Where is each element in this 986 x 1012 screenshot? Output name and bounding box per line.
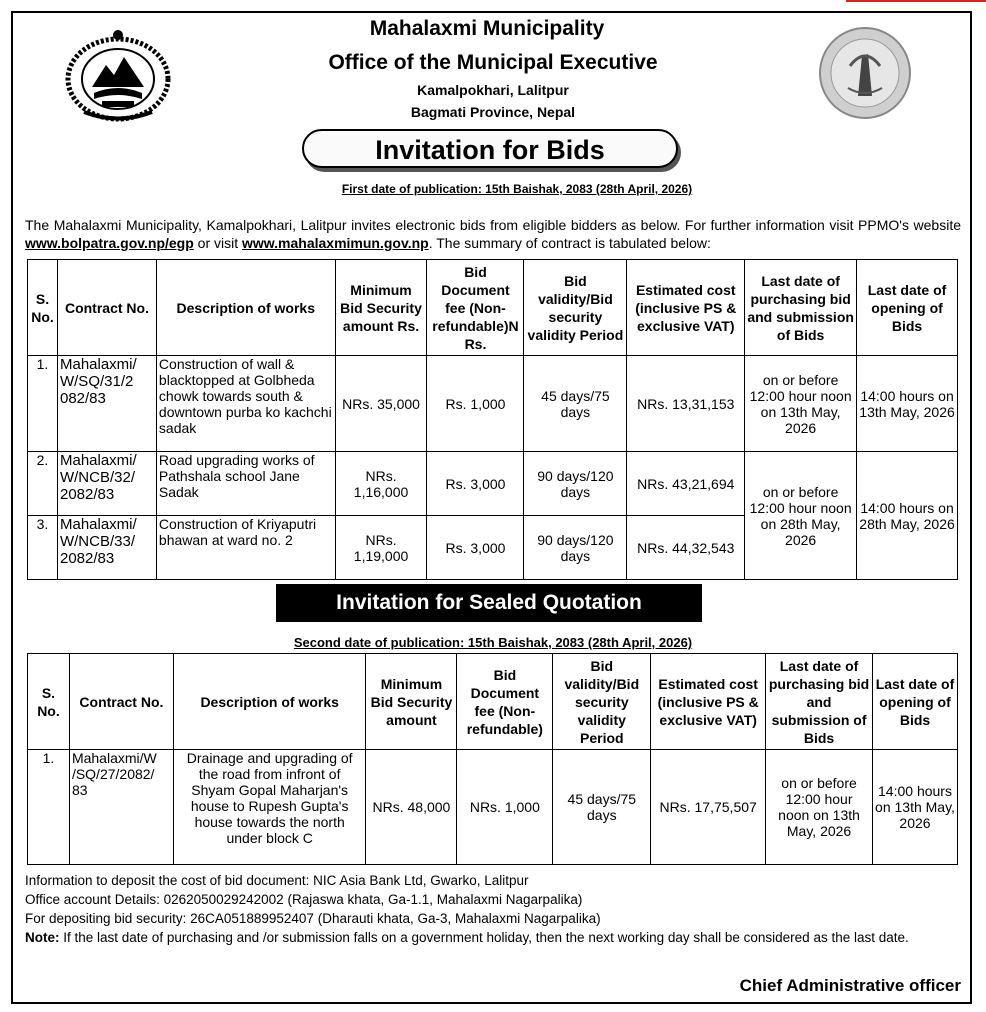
serial-no: 2. <box>28 452 58 516</box>
bid-security: NRs. 48,000 <box>366 750 457 865</box>
security-account: For depositing bid security: 26CA051889952407 (Dharauti khata, Ga-3, Mahalaxmi Nagarpalika) <box>25 911 601 926</box>
table-row <box>28 356 958 452</box>
estimated-cost: NRs. 44,32,543 <box>627 516 745 580</box>
work-description: Road upgrading works of Pathshala school Jane Sadak <box>156 452 335 516</box>
estimated-cost: NRs. 17,75,507 <box>651 750 766 865</box>
col-header: Minimum Bid Security amount Rs. <box>335 260 427 356</box>
bid-security: NRs. 1,16,000 <box>335 452 427 516</box>
col-header: Estimated cost (inclusive PS & exclusive VAT) <box>651 654 766 750</box>
col-header: Contract No. <box>69 654 173 750</box>
opening-date: 14:00 hours on 13th May, 2026 <box>857 356 958 452</box>
bid-security: NRs. 1,19,000 <box>335 516 427 580</box>
opening-date: 14:00 hours on 13th May, 2026 <box>873 750 958 865</box>
document-fee: Rs. 3,000 <box>427 452 524 516</box>
col-header: S. No. <box>28 260 58 356</box>
document-fee: Rs. 3,000 <box>427 516 524 580</box>
document-fee: NRs. 1,000 <box>457 750 553 865</box>
col-header: S. No. <box>28 654 70 750</box>
col-header: Bid validity/Bid security validity Period <box>524 260 627 356</box>
table-row <box>28 452 958 516</box>
bids-table <box>27 259 958 580</box>
intro-text-3: . The summary of contract is tabulated below: <box>428 235 711 251</box>
quotation-table <box>27 653 958 865</box>
intro-text-1: The Mahalaxmi Municipality, Kamalpokhari, Lalitpur invites electronic bids from eligible bidders as below. For further information visit PPMO's website <box>25 217 961 233</box>
note-label: Note: <box>25 930 60 945</box>
col-header: Contract No. <box>57 260 156 356</box>
opening-date: 14:00 hours on 28th May, 2026 <box>857 452 958 580</box>
intro-text-2: or visit <box>193 235 243 251</box>
municipality-website-link[interactable]: www.mahalaxmimun.gov.np <box>242 235 429 251</box>
top-accent-line <box>846 0 986 2</box>
address-line-2: Bagmati Province, Nepal <box>410 104 576 120</box>
serial-no: 1. <box>28 356 58 452</box>
col-header: Last date of purchasing bid and submission of Bids <box>745 260 857 356</box>
estimated-cost: NRs. 13,31,153 <box>627 356 745 452</box>
sealed-quotation-title: Invitation for Sealed Quotation <box>276 584 702 622</box>
contract-no: Mahalaxmi/ W/NCB/33/ 2082/83 <box>57 516 156 580</box>
first-publication-date: First date of publication: 15th Baishak, 2083 (28th April, 2026) <box>341 182 693 196</box>
address-line-1: Kamalpokhari, Lalitpur <box>417 82 569 98</box>
col-header: Minimum Bid Security amount <box>366 654 457 750</box>
office-name: Office of the Municipal Executive <box>328 51 658 74</box>
contract-no: Mahalaxmi/W /SQ/27/2082/ 83 <box>69 750 173 865</box>
col-header: Description of works <box>173 654 366 750</box>
work-description: Construction of wall & blacktopped at Golbheda chowk towards south & downtown purba ko kachchi sadak <box>156 356 335 452</box>
estimated-cost: NRs. 43,21,694 <box>627 452 745 516</box>
note-text: If the last date of purchasing and /or submission falls on a government holiday, then the next working day shall be considered as the last date. <box>59 930 909 945</box>
signatory: Chief Administrative officer <box>739 976 961 995</box>
invitation-for-bids-title: Invitation for Bids <box>302 129 678 168</box>
second-publication-date: Second date of publication: 15th Baishak, 2083 (28th April, 2026) <box>293 635 693 650</box>
col-header: Last date of opening of Bids <box>873 654 958 750</box>
col-header: Description of works <box>156 260 335 356</box>
document-fee: Rs. 1,000 <box>427 356 524 452</box>
col-header: Last date of opening of Bids <box>857 260 958 356</box>
bid-security: NRs. 35,000 <box>335 356 427 452</box>
serial-no: 1. <box>28 750 70 865</box>
col-header: Bid Document fee (Non-refundable) <box>457 654 553 750</box>
office-account: Office account Details: 0262050029242002 (Rajaswa khata, Ga-1.1, Mahalaxmi Nagarpalika) <box>25 892 583 907</box>
bolpatra-link[interactable]: www.bolpatra.gov.np/egp <box>25 235 194 251</box>
validity-period: 90 days/120 days <box>524 452 627 516</box>
contract-no: Mahalaxmi/ W/SQ/31/2 082/83 <box>57 356 156 452</box>
col-header: Estimated cost (inclusive PS & exclusive VAT) <box>627 260 745 356</box>
col-header: Last date of purchasing bid and submission of Bids <box>766 654 873 750</box>
contract-no: Mahalaxmi/ W/NCB/32/ 2082/83 <box>57 452 156 516</box>
table-row <box>28 750 958 865</box>
table-header-row <box>28 260 958 356</box>
submission-deadline: on or before 12:00 hour noon on 13th May, 2026 <box>745 356 857 452</box>
col-header: Bid validity/Bid security validity Period <box>553 654 651 750</box>
submission-deadline: on or before 12:00 hour noon on 13th May, 2026 <box>766 750 873 865</box>
submission-deadline: on or before 12:00 hour noon on 28th May, 2026 <box>745 452 857 580</box>
work-description: Construction of Kriyaputri bhawan at ward no. 2 <box>156 516 335 580</box>
municipality-name: Mahalaxmi Municipality <box>369 17 605 40</box>
col-header: Bid Document fee (Non-refundable)N Rs. <box>427 260 524 356</box>
bank-info: Information to deposit the cost of bid document: NIC Asia Bank Ltd, Gwarko, Lalitpur <box>25 873 529 888</box>
work-description: Drainage and upgrading of the road from infront of Shyam Gopal Maharjan's house to Rupesh Gupta's house towards the north under block C <box>173 750 366 865</box>
validity-period: 45 days/75 days <box>553 750 651 865</box>
intro-paragraph <box>25 216 961 252</box>
footer-info <box>25 871 960 947</box>
validity-period: 90 days/120 days <box>524 516 627 580</box>
validity-period: 45 days/75 days <box>524 356 627 452</box>
table-header-row <box>28 654 958 750</box>
serial-no: 3. <box>28 516 58 580</box>
holiday-note <box>25 928 960 947</box>
